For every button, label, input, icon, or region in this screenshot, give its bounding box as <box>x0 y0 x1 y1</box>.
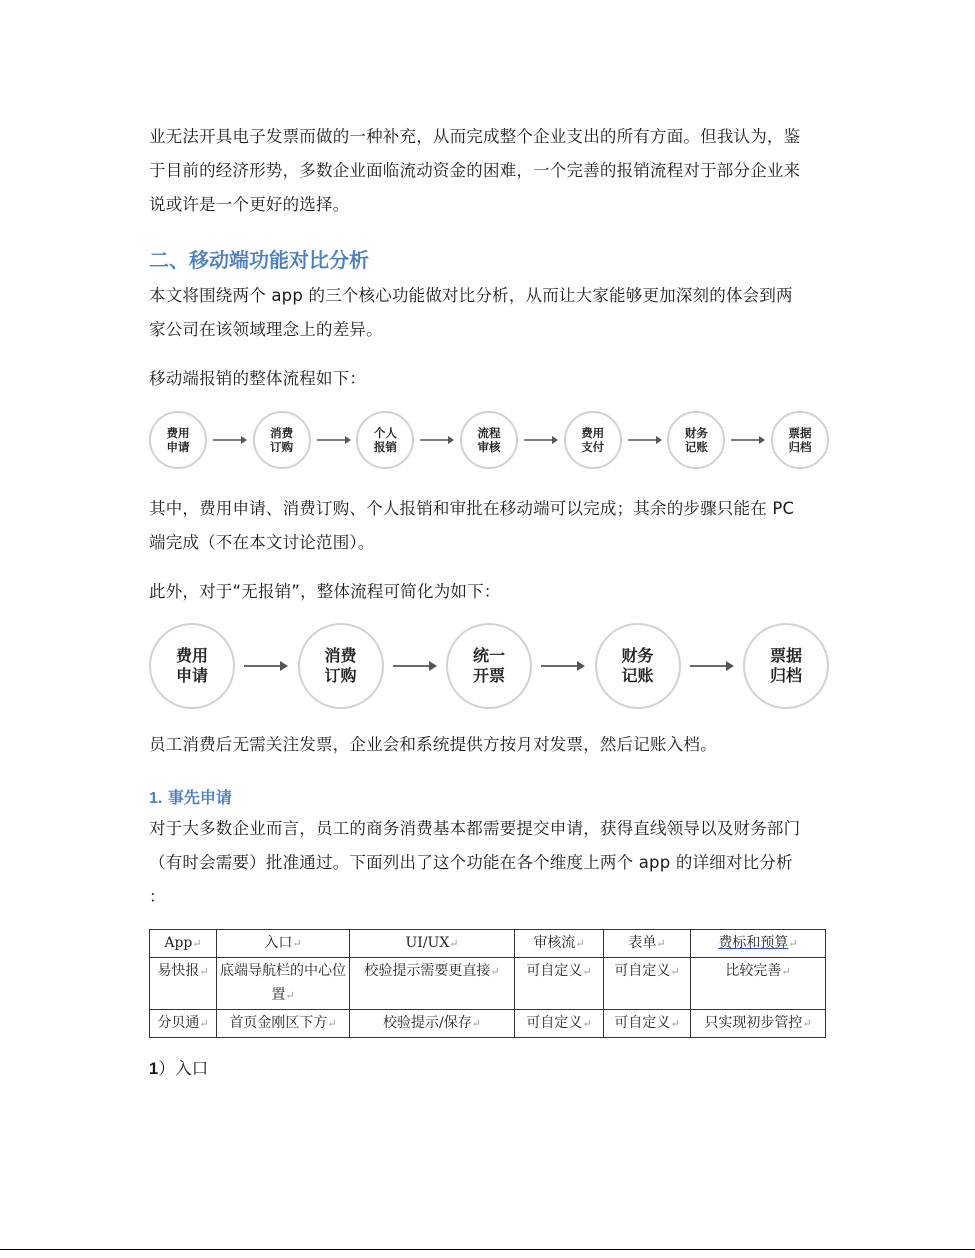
subsection-heading-entry: 1）入口 <box>149 1059 209 1078</box>
table-header-row <box>150 930 826 958</box>
table-cell: 只实现初步管控↵ <box>691 1010 826 1038</box>
simplified-flow-diagram <box>149 623 829 709</box>
table-cell: 可自定义↵ <box>515 1010 604 1038</box>
table-header-cell: 审核流↵ <box>515 930 604 958</box>
flow-node: 费用 申请 <box>149 623 235 709</box>
table-row <box>150 958 826 1010</box>
comparison-table <box>149 929 826 1038</box>
table-header-cell: 入口↵ <box>217 930 350 958</box>
arrow-icon <box>311 435 357 445</box>
flow2-description: 员工消费后无需关注发票，企业会和系统提供方按月对发票，然后记账入档。 <box>149 735 717 754</box>
table-header-cell: 表单↵ <box>604 930 691 958</box>
arrow-icon <box>725 435 771 445</box>
text-line: 端完成（不在本文讨论范围）。 <box>149 533 375 552</box>
text-line: 本文将围绕两个 app 的三个核心功能做对比分析，从而让大家能够更加深刻的体会到两 <box>149 286 793 305</box>
table-cell: 首页金刚区下方↵ <box>217 1010 350 1038</box>
table-cell: 可自定义↵ <box>515 958 604 1010</box>
subsection-paragraph <box>149 812 829 914</box>
arrow-icon <box>681 660 744 672</box>
flow-node: 财务 记账 <box>595 623 681 709</box>
flow2-caption: 此外，对于“无报销”，整体流程可简化为如下： <box>149 582 501 601</box>
table-cell: 校验提示/保存↵ <box>350 1010 515 1038</box>
flow-node: 费用 支付 <box>564 411 622 469</box>
section-heading: 二、移动端功能对比分析 <box>149 248 369 272</box>
page-bottom-rule <box>0 1249 975 1250</box>
flow-node: 票据 归档 <box>771 411 829 469</box>
flow-node: 票据 归档 <box>743 623 829 709</box>
text-line: 家公司在该领域理念上的差异。 <box>149 320 383 339</box>
arrow-icon <box>207 435 253 445</box>
flow-node: 个人 报销 <box>356 411 414 469</box>
flow-node: 财务 记账 <box>667 411 725 469</box>
text-line: 业无法开具电子发票而做的一种补充，从而完成整个企业支出的所有方面。但我认为，鉴 <box>149 127 801 146</box>
subsection-heading <box>149 785 232 808</box>
text-line: 于目前的经济形势，多数企业面临流动资金的困难，一个完善的报销流程对于部分企业来 <box>149 161 801 180</box>
subsection-number: 1. <box>149 790 163 807</box>
text-line: ： <box>149 887 166 906</box>
intro-paragraph <box>149 120 829 222</box>
flow-node: 消费 订购 <box>253 411 311 469</box>
flow-node: 费用 申请 <box>149 411 207 469</box>
table-cell: 分贝通↵ <box>150 1010 217 1038</box>
table-header-cell: 费标和预算↵ <box>691 930 826 958</box>
section-paragraph <box>149 279 829 347</box>
text-line: （有时会需要）批准通过。下面列出了这个功能在各个维度上两个 app 的详细对比分析 <box>149 853 793 872</box>
arrow-icon <box>518 435 564 445</box>
process-flow-diagram <box>149 411 829 469</box>
table-cell: 可自定义↵ <box>604 958 691 1010</box>
flow-node: 统一 开票 <box>446 623 532 709</box>
flow-node: 流程 审核 <box>460 411 518 469</box>
table-header-cell: UI/UX↵ <box>350 930 515 958</box>
text-line: 说或许是一个更好的选择。 <box>149 195 350 214</box>
arrow-icon <box>622 435 668 445</box>
table-cell: 易快报↵ <box>150 958 217 1010</box>
arrow-icon <box>532 660 595 672</box>
table-cell: 校验提示需要更直接↵ <box>350 958 515 1010</box>
table-header-cell: App↵ <box>150 930 217 958</box>
flow-node: 消费 订购 <box>298 623 384 709</box>
flow1-description <box>149 492 829 560</box>
subsection-title: 事先申请 <box>167 788 232 807</box>
table-cell: 底端导航栏的中心位置↵ <box>217 958 350 1010</box>
table-cell: 比较完善↵ <box>691 958 826 1010</box>
text-line: 其中，费用申请、消费订购、个人报销和审批在移动端可以完成；其余的步骤只能在 PC <box>149 499 795 518</box>
text-line: 对于大多数企业而言，员工的商务消费基本都需要提交申请，获得直线领导以及财务部门 <box>149 819 801 838</box>
table-row <box>150 1010 826 1038</box>
arrow-icon <box>235 660 298 672</box>
table-cell: 可自定义↵ <box>604 1010 691 1038</box>
arrow-icon <box>414 435 460 445</box>
flow1-caption: 移动端报销的整体流程如下： <box>149 369 367 388</box>
arrow-icon <box>384 660 447 672</box>
